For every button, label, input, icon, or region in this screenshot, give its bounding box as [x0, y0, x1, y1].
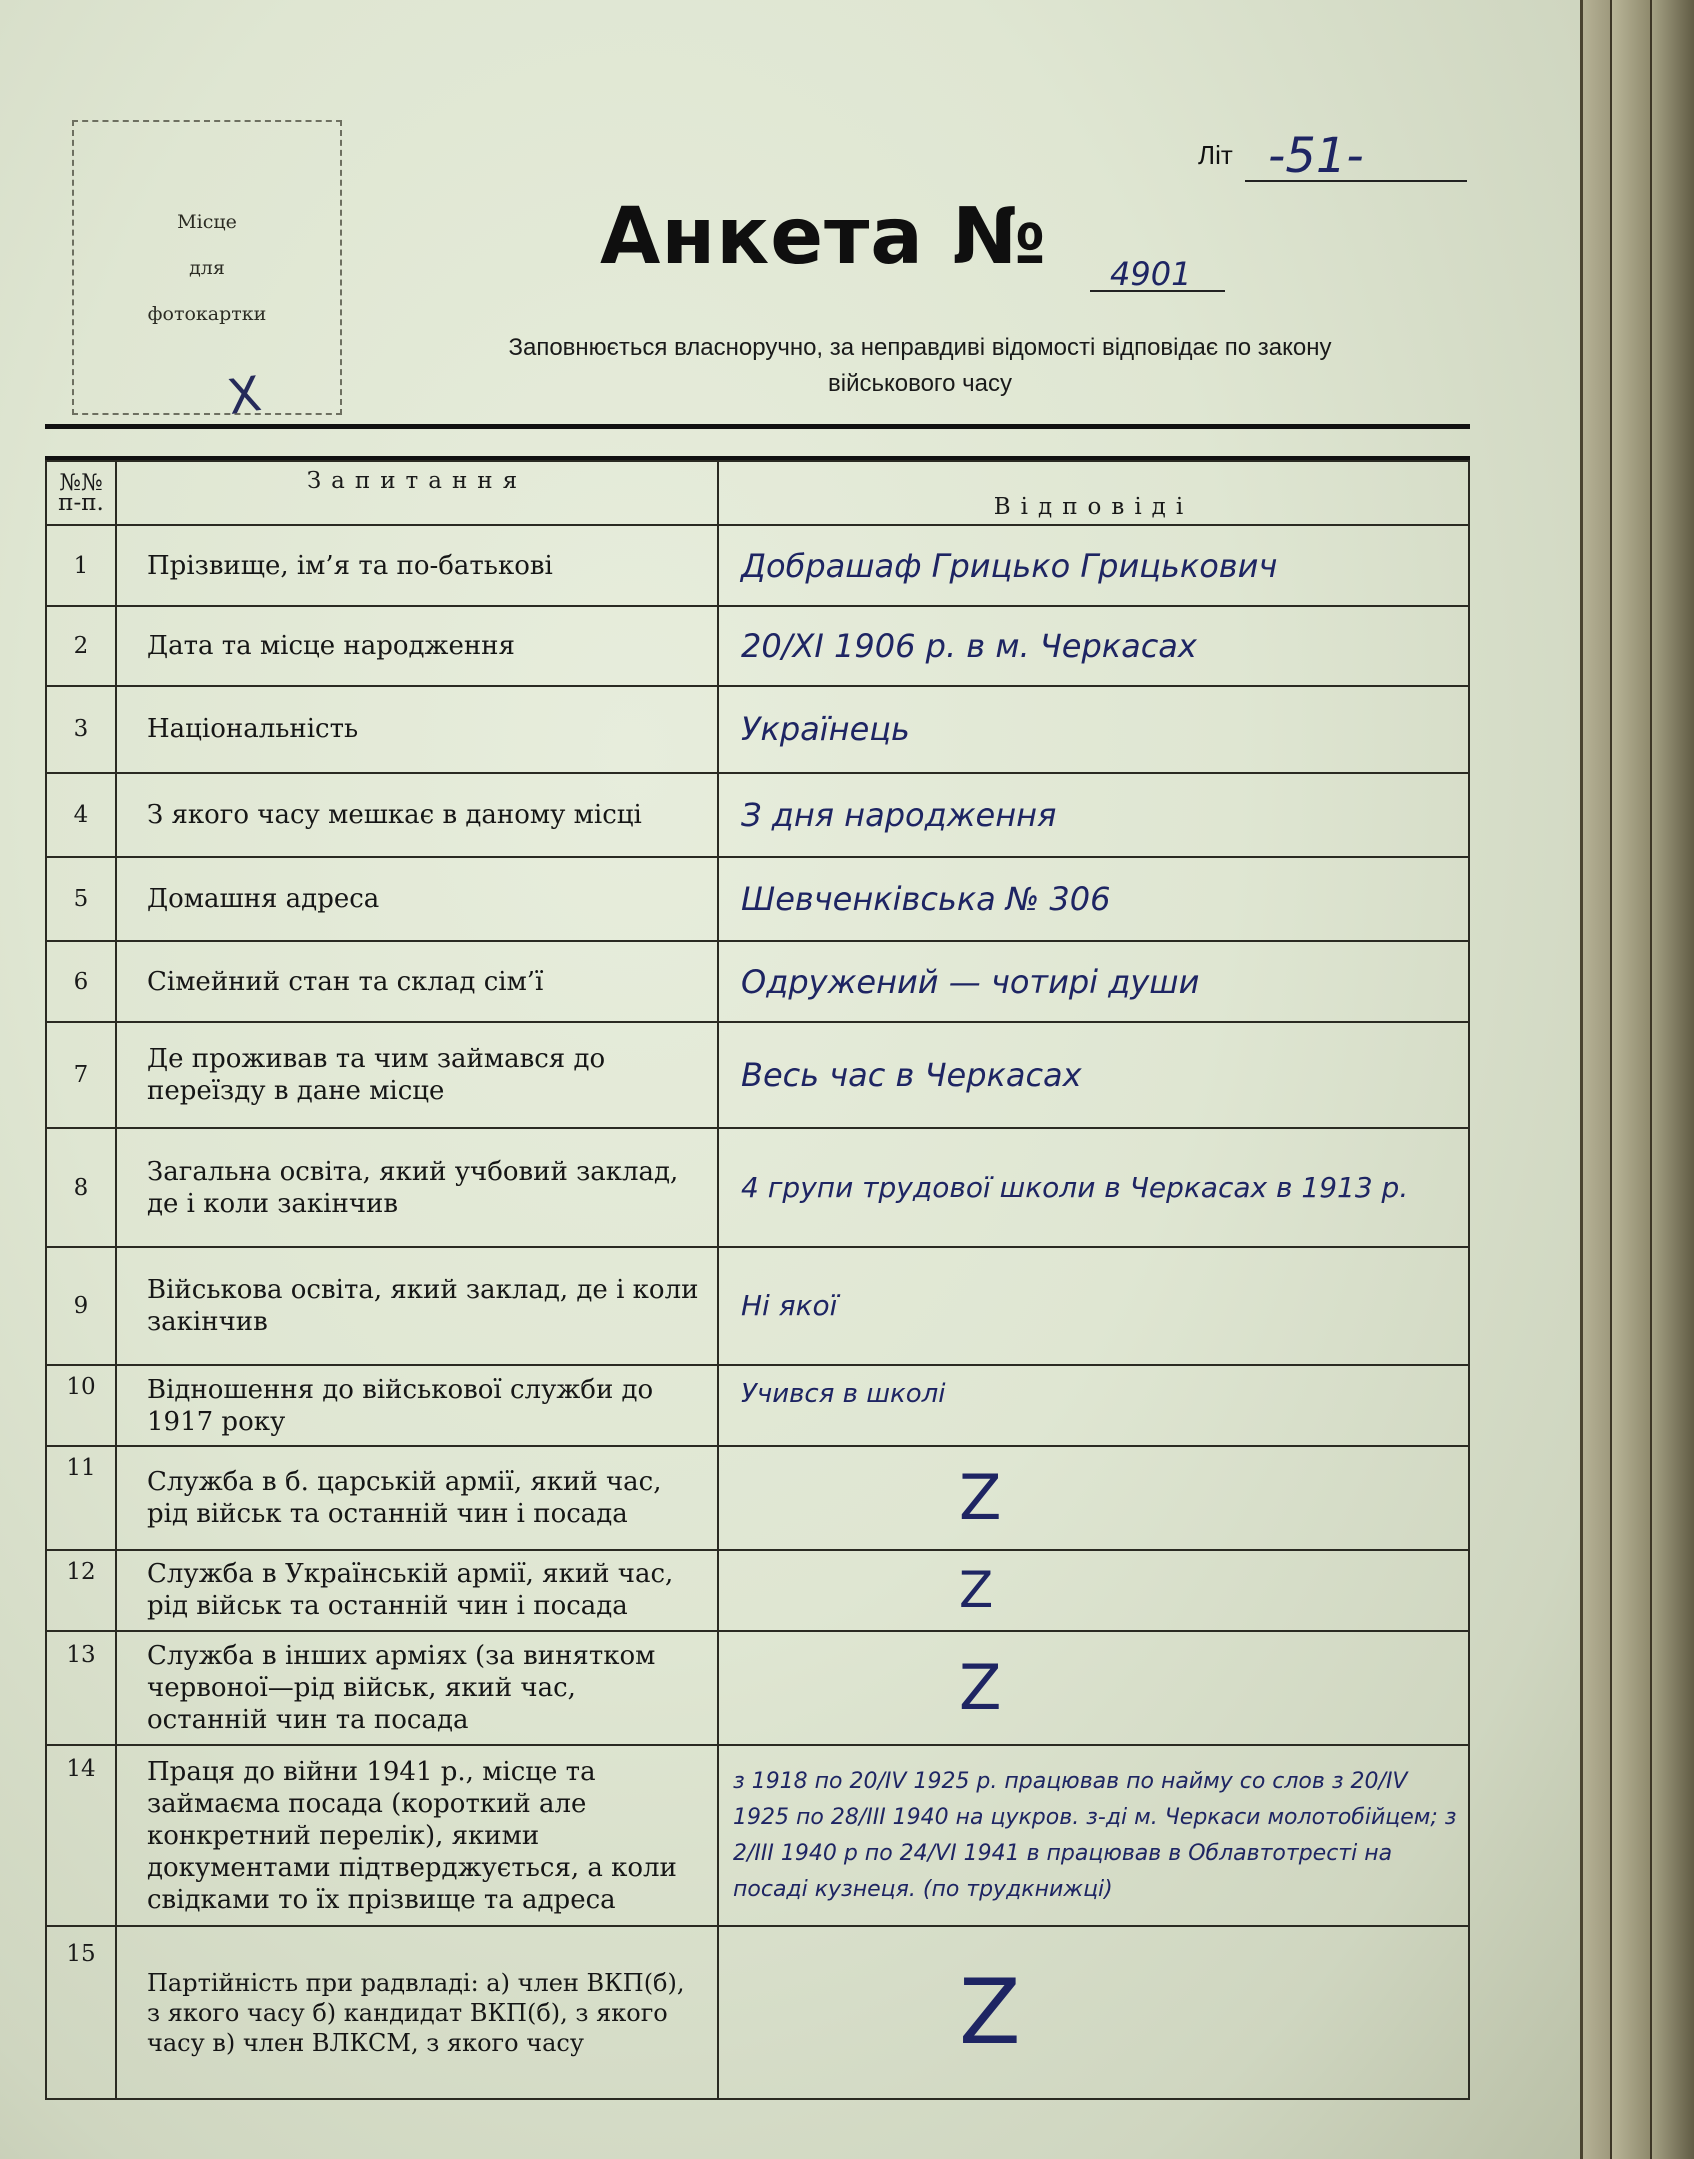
table-row [46, 1550, 1469, 1630]
question-cell: Загальна освіта, який учбовий заклад, де і коли закінчив [116, 1128, 718, 1247]
photo-label-3: фотокартки [147, 302, 267, 325]
answer-cell: Шевченківська № 306 [718, 857, 1469, 941]
question-cell: Праця до війни 1941 р., місце та займаєма посада (короткий але конкретний перелік), якими документами підтверджується, а коли свідками то їх прізвище та адреса [116, 1745, 718, 1926]
answer-cell: з 1918 по 20/IV 1925 р. працював по найму со слов з 20/IV 1925 по 28/III 1940 на цукров. з-ді м. Черкаси молотобійцем; з 2/III 1940 р по 24/VI 1941 в працював в Облавтотресті на посаді кузнеця. (по трудкнижці) [718, 1745, 1469, 1926]
question-cell: Служба в інших арміях (за винятком червоної—рід військ, який час, останній чин та посада [116, 1631, 718, 1746]
table-row [46, 686, 1469, 772]
question-cell: Військова освіта, який заклад, де і коли закінчив [116, 1247, 718, 1366]
photo-label-1: Місце [177, 210, 237, 233]
answer-cell: 20/XI 1906 р. в м. Черкасах [718, 606, 1469, 686]
row-number: 2 [46, 606, 116, 686]
table-row [46, 525, 1469, 605]
table-row [46, 1365, 1469, 1445]
question-cell: Відношення до військової служби до 1917 року [116, 1365, 718, 1445]
table-row [46, 1745, 1469, 1926]
answer-cell: 4 групи трудової школи в Черкасах в 1913 р. [718, 1128, 1469, 1247]
table-row [46, 941, 1469, 1021]
answer-cell: Z [718, 1550, 1469, 1630]
row-number: 4 [46, 773, 116, 857]
answer-cell: Весь час в Черкасах [718, 1022, 1469, 1129]
answer-cell: Z [718, 1926, 1469, 2099]
photo-cross-mark: X [224, 365, 265, 427]
row-number: 5 [46, 857, 116, 941]
questionnaire-table [45, 460, 1470, 2100]
answer-cell: Учився в школі [718, 1365, 1469, 1445]
answer-cell: Українець [718, 686, 1469, 772]
row-number: 1 [46, 525, 116, 605]
subtitle [370, 330, 1470, 402]
column-header-answer: Відповіді [718, 461, 1469, 525]
row-number: 13 [46, 1631, 116, 1746]
question-cell: Служба в б. царській армії, який час, рід військ та останній чин і посада [116, 1446, 718, 1551]
table-row [46, 606, 1469, 686]
table-row [46, 1446, 1469, 1551]
column-header-question: Запитання [116, 461, 718, 525]
question-cell: Сімейний стан та склад сім’ї [116, 941, 718, 1021]
question-cell: Національність [116, 686, 718, 772]
row-number: 6 [46, 941, 116, 1021]
question-cell: Прізвище, ім’я та по-батькові [116, 525, 718, 605]
row-number: 3 [46, 686, 116, 772]
lit-label: Літ [1198, 140, 1233, 170]
table-row [46, 1128, 1469, 1247]
page-edge [1650, 0, 1694, 2159]
table-row [46, 773, 1469, 857]
table-row [46, 1631, 1469, 1746]
row-number: 8 [46, 1128, 116, 1247]
page-title: Анкета № [600, 192, 1047, 282]
question-cell: Служба в Українській армії, який час, рід військ та останній чин і посада [116, 1550, 718, 1630]
question-cell: Домашня адреса [116, 857, 718, 941]
photo-label-2: для [189, 256, 225, 279]
questionnaire-number: 4901 [1110, 255, 1192, 293]
answer-cell: Z [718, 1631, 1469, 1746]
answer-cell: Z [718, 1446, 1469, 1551]
photo-placeholder [72, 120, 342, 415]
row-number: 11 [46, 1446, 116, 1551]
table-row [46, 1022, 1469, 1129]
table-row [46, 1247, 1469, 1366]
row-number: 15 [46, 1926, 116, 2099]
question-cell: Де проживав та чим займався до переїзду в дане місце [116, 1022, 718, 1129]
row-number: 12 [46, 1550, 116, 1630]
question-cell: Дата та місце народження [116, 606, 718, 686]
row-number: 10 [46, 1365, 116, 1445]
subtitle-line-2: військового часу [827, 370, 1013, 397]
table-header-row [46, 461, 1469, 525]
table-row [46, 857, 1469, 941]
question-cell: Партійність при радвладі: а) член ВКП(б), з якого часу б) кандидат ВКП(б), з якого часу в) член ВЛКСМ, з якого часу [116, 1926, 718, 2099]
subtitle-line-1: Заповнюється власноручно, за неправдиві відомості відповідає по закону [508, 334, 1332, 361]
answer-cell: З дня народження [718, 773, 1469, 857]
question-cell: З якого часу мешкає в даному місці [116, 773, 718, 857]
answer-cell: Одружений — чотирі души [718, 941, 1469, 1021]
column-header-number: №№ п-п. [46, 461, 116, 525]
top-rule [45, 424, 1470, 429]
answer-cell: Ні якої [718, 1247, 1469, 1366]
row-number: 7 [46, 1022, 116, 1129]
lit-value: -51- [1268, 128, 1364, 184]
row-number: 14 [46, 1745, 116, 1926]
answer-cell: Добрашаф Грицько Грицькович [718, 525, 1469, 605]
row-number: 9 [46, 1247, 116, 1366]
table-row [46, 1926, 1469, 2099]
